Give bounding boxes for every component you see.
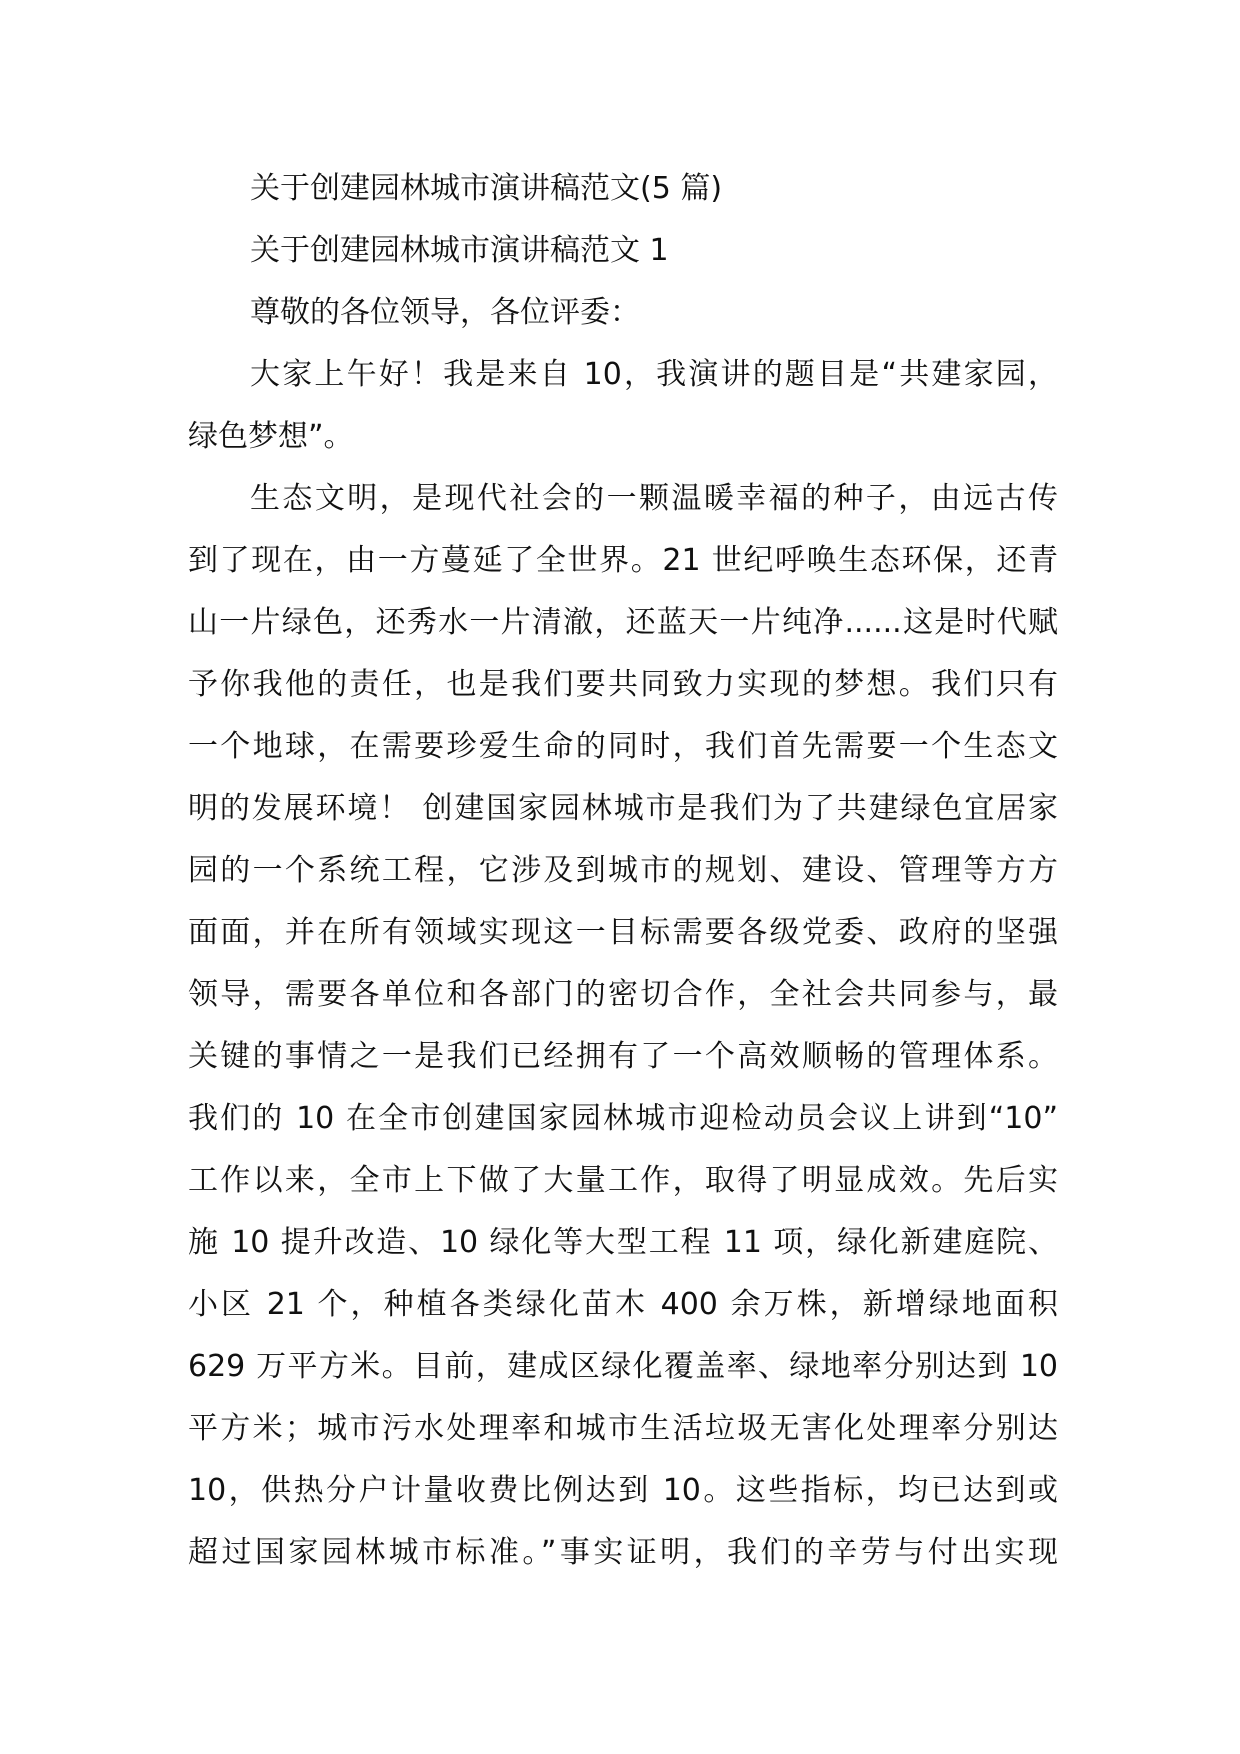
- document-subtitle: 关于创建园林城市演讲稿范文 1: [250, 233, 669, 268]
- paragraph-line: 大家上午好！我是来自 10，我演讲的题目是“共建家园，: [250, 357, 1058, 392]
- paragraph-line: 10，供热分户计量收费比例达到 10。这些指标，均已达到或: [188, 1473, 1058, 1508]
- paragraph-line: 山一片绿色，还秀水一片清澈，还蓝天一片纯净......这是时代赋: [188, 605, 1058, 640]
- paragraph-2: [188, 468, 1058, 1584]
- paragraph-line: 面面，并在所有领域实现这一目标需要各级党委、政府的坚强: [188, 915, 1058, 950]
- paragraph-line: 园的一个系统工程，它涉及到城市的规划、建设、管理等方方: [188, 853, 1058, 888]
- paragraph-line: 到了现在，由一方蔓延了全世界。21 世纪呼唤生态环保，还青: [188, 543, 1058, 578]
- paragraph-line: 关键的事情之一是我们已经拥有了一个高效顺畅的管理体系。: [188, 1039, 1058, 1074]
- paragraph-line: 予你我他的责任，也是我们要共同致力实现的梦想。我们只有: [188, 667, 1058, 702]
- paragraph-1: [188, 344, 1058, 468]
- paragraph-line: 629 万平方米。目前，建成区绿化覆盖率、绿地率分别达到 10: [188, 1349, 1058, 1384]
- paragraph-line: 工作以来，全市上下做了大量工作，取得了明显成效。先后实: [188, 1163, 1058, 1198]
- paragraph-line: 绿色梦想”。: [188, 419, 354, 454]
- paragraph-line: 领导，需要各单位和各部门的密切合作，全社会共同参与，最: [188, 977, 1058, 1012]
- paragraph-line: 超过国家园林城市标准。”事实证明，我们的辛劳与付出实现: [188, 1535, 1058, 1570]
- paragraph-line: 小区 21 个，种植各类绿化苗木 400 余万株，新增绿地面积: [188, 1287, 1058, 1322]
- paragraph-line: 一个地球，在需要珍爱生命的同时，我们首先需要一个生态文: [188, 729, 1058, 764]
- document-page: [188, 158, 1058, 1584]
- paragraph-line: 我们的 10 在全市创建国家园林城市迎检动员会议上讲到“10”: [188, 1101, 1058, 1136]
- paragraph-line: 生态文明，是现代社会的一颗温暖幸福的种子，由远古传: [250, 481, 1058, 516]
- paragraph-line: 明的发展环境！ 创建国家园林城市是我们为了共建绿色宜居家: [188, 791, 1058, 826]
- paragraph-line: 施 10 提升改造、10 绿化等大型工程 11 项，绿化新建庭院、: [188, 1225, 1058, 1260]
- salutation: 尊敬的各位领导，各位评委：: [250, 295, 640, 330]
- paragraph-line: 平方米；城市污水处理率和城市生活垃圾无害化处理率分别达: [188, 1411, 1058, 1446]
- document-title: 关于创建园林城市演讲稿范文(5 篇): [250, 171, 723, 206]
